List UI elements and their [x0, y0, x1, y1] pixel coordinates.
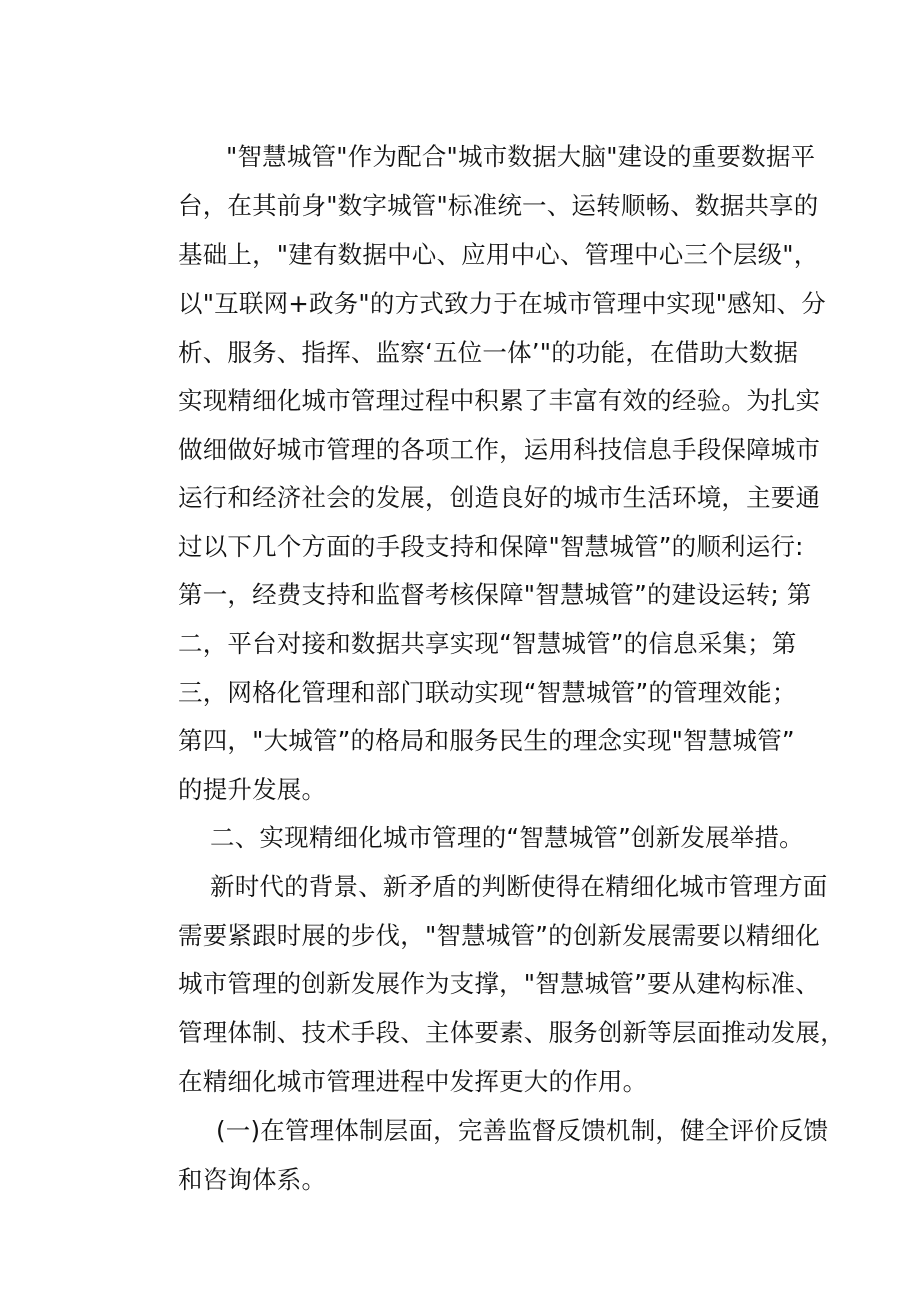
- paragraph-1-line-14: 的提升发展。: [178, 775, 327, 804]
- paragraph-1-line-6: 实现精细化城市管理过程中积累了丰富有效的经验。为扎实: [178, 386, 821, 415]
- paragraph-1-line-10: 第一，经费支持和监督考核保障"智慧城管”的建设运转; 第: [178, 580, 812, 609]
- paragraph-2-line-4: 管理体制、技术手段、主体要素、服务创新等层面推动发展，: [178, 1018, 845, 1047]
- section-heading: 二、实现精细化城市管理的“智慧城管”创新发展举措。: [210, 823, 804, 852]
- paragraph-1-line-3: 基础上，"建有数据中心、应用中心、管理中心三个层级"，: [178, 240, 819, 269]
- paragraph-1-line-5: 析、服务、指挥、监察‘五位一体’"的功能，在借助大数据: [178, 338, 799, 367]
- paragraph-1-line-12: 三，网格化管理和部门联动实现“智慧城管”的管理效能；: [178, 678, 797, 707]
- paragraph-1-line-2: 台，在其前身"数字城管"标准统一、运转顺畅、数据共享的: [178, 191, 819, 220]
- paragraph-1-line-1: "智慧城管"作为配合"城市数据大脑"建设的重要数据平: [226, 142, 816, 171]
- paragraph-1-line-4: 以"互联网+政务"的方式致力于在城市管理中实现"感知、分: [178, 289, 826, 318]
- paragraph-2-line-2: 需要紧跟时展的步伐，"智慧城管”的创新发展需要以精细化: [178, 921, 820, 950]
- paragraph-1-line-11: 二，平台对接和数据共享实现“智慧城管”的信息采集；第: [178, 629, 797, 658]
- paragraph-1-line-13: 第四，"大城管”的格局和服务民生的理念实现"智慧城管”: [178, 726, 795, 755]
- paragraph-2-line-1: 新时代的背景、新矛盾的判断使得在精细化城市管理方面: [210, 872, 828, 901]
- paragraph-2-line-3: 城市管理的创新发展作为支撑，"智慧城管”要从建构标准、: [178, 969, 820, 998]
- paragraph-1-line-8: 运行和经济社会的发展，创造良好的城市生活环境，主要通: [178, 483, 821, 512]
- paragraph-1-line-7: 做细做好城市管理的各项工作，运用科技信息手段保障城市: [178, 435, 821, 464]
- paragraph-2-line-5: 在精细化城市管理进程中发挥更大的作用。: [178, 1067, 648, 1096]
- subheading-line-1: (一)在管理体制层面，完善监督反馈机制，健全评价反馈: [216, 1116, 829, 1145]
- paragraph-1-line-9: 过以下几个方面的手段支持和保障"智慧城管”的顺利运行:: [178, 532, 804, 561]
- subheading-line-2: 和咨询体系。: [178, 1165, 327, 1194]
